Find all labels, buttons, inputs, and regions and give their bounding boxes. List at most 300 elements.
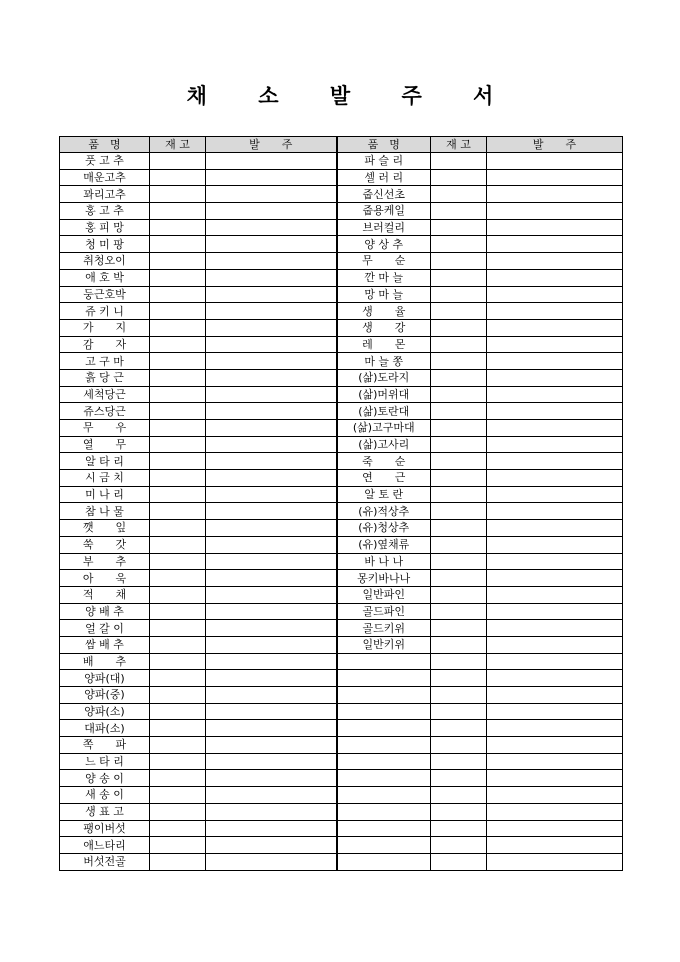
table-row [60, 369, 623, 386]
table-row [60, 753, 623, 770]
order-cell-right[interactable] [487, 687, 623, 704]
stock-cell-left[interactable] [150, 653, 206, 670]
stock-cell-left[interactable] [150, 336, 206, 353]
order-cell-left[interactable] [206, 253, 337, 270]
stock-cell-right[interactable] [431, 570, 487, 587]
table-row [60, 219, 623, 236]
order-cell-left[interactable] [206, 420, 337, 437]
item-name-left: 새 송 이 [60, 787, 150, 804]
stock-cell-left[interactable] [150, 620, 206, 637]
stock-cell-right[interactable] [431, 153, 487, 170]
order-cell-right[interactable] [487, 536, 623, 553]
item-name-right [337, 820, 431, 837]
item-name-right: 브러컬리 [337, 219, 431, 236]
order-cell-left[interactable] [206, 303, 337, 320]
item-name-right: (삶)고사리 [337, 436, 431, 453]
order-cell-right[interactable] [487, 787, 623, 804]
order-cell-right[interactable] [487, 319, 623, 336]
item-name-right [337, 737, 431, 754]
order-cell-left[interactable] [206, 153, 337, 170]
order-cell-right[interactable] [487, 753, 623, 770]
stock-cell-right[interactable] [431, 837, 487, 854]
order-cell-right[interactable] [487, 303, 623, 320]
stock-cell-right[interactable] [431, 403, 487, 420]
item-name-right: 일반키위 [337, 636, 431, 653]
order-cell-left[interactable] [206, 503, 337, 520]
stock-cell-left[interactable] [150, 636, 206, 653]
item-name-left: 생 표 고 [60, 803, 150, 820]
stock-cell-right[interactable] [431, 269, 487, 286]
order-cell-right[interactable] [487, 336, 623, 353]
order-cell-right[interactable] [487, 403, 623, 420]
order-cell-left[interactable] [206, 319, 337, 336]
order-cell-left[interactable] [206, 787, 337, 804]
stock-cell-left[interactable] [150, 470, 206, 487]
order-cell-right[interactable] [487, 837, 623, 854]
stock-cell-right[interactable] [431, 186, 487, 203]
item-name-right: (삶)머위대 [337, 386, 431, 403]
order-cell-left[interactable] [206, 520, 337, 537]
stock-cell-left[interactable] [150, 169, 206, 186]
order-cell-left[interactable] [206, 837, 337, 854]
order-cell-left[interactable] [206, 236, 337, 253]
item-name-right: 셀 러 리 [337, 169, 431, 186]
stock-cell-right[interactable] [431, 787, 487, 804]
item-name-left: 쪽 파 [60, 737, 150, 754]
item-name-left: 세척당근 [60, 386, 150, 403]
order-cell-left[interactable] [206, 186, 337, 203]
item-name-right [337, 703, 431, 720]
item-name-left: 감 자 [60, 336, 150, 353]
order-cell-right[interactable] [487, 820, 623, 837]
item-name-left: 흙 당 근 [60, 369, 150, 386]
item-name-left: 홍 고 추 [60, 203, 150, 220]
stock-cell-left[interactable] [150, 486, 206, 503]
table-row [60, 386, 623, 403]
order-cell-left[interactable] [206, 636, 337, 653]
stock-cell-right[interactable] [431, 553, 487, 570]
table-row [60, 236, 623, 253]
order-cell-left[interactable] [206, 169, 337, 186]
item-name-left: 둥근호박 [60, 286, 150, 303]
item-name-right: 일반파인 [337, 586, 431, 603]
order-cell-left[interactable] [206, 219, 337, 236]
item-name-left: 홍 피 망 [60, 219, 150, 236]
item-name-left: 양 배 추 [60, 603, 150, 620]
order-cell-left[interactable] [206, 369, 337, 386]
stock-cell-right[interactable] [431, 169, 487, 186]
table-row [60, 420, 623, 437]
stock-cell-left[interactable] [150, 586, 206, 603]
stock-cell-left[interactable] [150, 303, 206, 320]
order-cell-left[interactable] [206, 853, 337, 870]
table-row [60, 203, 623, 220]
item-name-left: 아 욱 [60, 570, 150, 587]
stock-cell-right[interactable] [431, 536, 487, 553]
order-cell-right[interactable] [487, 770, 623, 787]
stock-cell-left[interactable] [150, 186, 206, 203]
item-name-left: 버섯전골 [60, 853, 150, 870]
table-row [60, 737, 623, 754]
item-name-right: 골드파인 [337, 603, 431, 620]
order-cell-right[interactable] [487, 586, 623, 603]
table-row [60, 586, 623, 603]
order-cell-right[interactable] [487, 737, 623, 754]
item-name-left: 무 우 [60, 420, 150, 437]
order-cell-left[interactable] [206, 353, 337, 370]
item-name-right [337, 720, 431, 737]
item-name-left: 깻 잎 [60, 520, 150, 537]
stock-cell-left[interactable] [150, 737, 206, 754]
stock-cell-right[interactable] [431, 236, 487, 253]
stock-cell-left[interactable] [150, 703, 206, 720]
item-name-right: 생 강 [337, 319, 431, 336]
item-name-left: 애느타리 [60, 837, 150, 854]
table-row [60, 853, 623, 870]
order-cell-left[interactable] [206, 553, 337, 570]
table-row [60, 253, 623, 270]
stock-cell-right[interactable] [431, 353, 487, 370]
item-name-left: 부 추 [60, 553, 150, 570]
item-name-left: 얼 갈 이 [60, 620, 150, 637]
item-name-left: 쥬스당근 [60, 403, 150, 420]
order-cell-right[interactable] [487, 386, 623, 403]
stock-cell-right[interactable] [431, 369, 487, 386]
stock-cell-left[interactable] [150, 670, 206, 687]
stock-cell-left[interactable] [150, 153, 206, 170]
order-cell-right[interactable] [487, 620, 623, 637]
item-name-left: 양파(대) [60, 670, 150, 687]
stock-cell-right[interactable] [431, 286, 487, 303]
item-name-right: (유)적상추 [337, 503, 431, 520]
order-cell-left[interactable] [206, 803, 337, 820]
item-name-left: 청 미 팡 [60, 236, 150, 253]
order-cell-left[interactable] [206, 603, 337, 620]
item-name-right: (유)청상추 [337, 520, 431, 537]
order-cell-left[interactable] [206, 286, 337, 303]
order-cell-right[interactable] [487, 520, 623, 537]
order-cell-right[interactable] [487, 253, 623, 270]
item-name-right: 바 나 나 [337, 553, 431, 570]
item-name-left: 풋 고 추 [60, 153, 150, 170]
stock-cell-left[interactable] [150, 536, 206, 553]
order-cell-right[interactable] [487, 720, 623, 737]
table-row [60, 703, 623, 720]
order-cell-right[interactable] [487, 203, 623, 220]
stock-cell-left[interactable] [150, 687, 206, 704]
stock-cell-left[interactable] [150, 403, 206, 420]
header-stock-left: 재 고 [150, 137, 206, 153]
item-name-left: 애 호 박 [60, 269, 150, 286]
stock-cell-right[interactable] [431, 636, 487, 653]
table-row [60, 153, 623, 170]
stock-cell-left[interactable] [150, 353, 206, 370]
stock-cell-right[interactable] [431, 319, 487, 336]
table-row [60, 720, 623, 737]
order-cell-left[interactable] [206, 753, 337, 770]
item-name-right [337, 753, 431, 770]
table-row [60, 470, 623, 487]
order-cell-right[interactable] [487, 486, 623, 503]
table-row [60, 169, 623, 186]
item-name-left: 팽이버섯 [60, 820, 150, 837]
stock-cell-right[interactable] [431, 703, 487, 720]
item-name-left: 고 구 마 [60, 353, 150, 370]
stock-cell-right[interactable] [431, 420, 487, 437]
item-name-right: (삶)고구마대 [337, 420, 431, 437]
table-row [60, 503, 623, 520]
table-row [60, 353, 623, 370]
order-cell-right[interactable] [487, 470, 623, 487]
header-item-name-right: 품 명 [337, 137, 431, 153]
item-name-right: 골드키위 [337, 620, 431, 637]
stock-cell-right[interactable] [431, 486, 487, 503]
item-name-left: 쑥 갓 [60, 536, 150, 553]
item-name-left: 양 송 이 [60, 770, 150, 787]
stock-cell-right[interactable] [431, 586, 487, 603]
stock-cell-right[interactable] [431, 453, 487, 470]
stock-cell-right[interactable] [431, 219, 487, 236]
stock-cell-right[interactable] [431, 653, 487, 670]
order-cell-right[interactable] [487, 636, 623, 653]
table-row [60, 286, 623, 303]
item-name-left: 배 추 [60, 653, 150, 670]
order-cell-left[interactable] [206, 269, 337, 286]
table-row [60, 486, 623, 503]
order-cell-left[interactable] [206, 203, 337, 220]
order-cell-right[interactable] [487, 453, 623, 470]
item-name-right: 레 몬 [337, 336, 431, 353]
table-row [60, 536, 623, 553]
order-cell-left[interactable] [206, 486, 337, 503]
stock-cell-right[interactable] [431, 336, 487, 353]
item-name-right [337, 853, 431, 870]
order-cell-left[interactable] [206, 436, 337, 453]
item-name-right [337, 687, 431, 704]
table-row [60, 453, 623, 470]
stock-cell-left[interactable] [150, 570, 206, 587]
stock-cell-right[interactable] [431, 770, 487, 787]
item-name-right: 연 근 [337, 470, 431, 487]
item-name-left: 양파(소) [60, 703, 150, 720]
table-row [60, 570, 623, 587]
stock-cell-right[interactable] [431, 603, 487, 620]
stock-cell-left[interactable] [150, 503, 206, 520]
order-cell-left[interactable] [206, 737, 337, 754]
item-name-left: 가 지 [60, 319, 150, 336]
order-cell-left[interactable] [206, 403, 337, 420]
order-cell-left[interactable] [206, 720, 337, 737]
order-cell-right[interactable] [487, 570, 623, 587]
stock-cell-left[interactable] [150, 369, 206, 386]
table-row [60, 636, 623, 653]
table-row [60, 553, 623, 570]
order-table [59, 136, 623, 871]
stock-cell-left[interactable] [150, 219, 206, 236]
item-name-right: (유)옆채류 [337, 536, 431, 553]
item-name-right: 양 상 추 [337, 236, 431, 253]
header-item-name-left: 품 명 [60, 137, 150, 153]
order-cell-left[interactable] [206, 386, 337, 403]
order-cell-left[interactable] [206, 687, 337, 704]
stock-cell-right[interactable] [431, 303, 487, 320]
table-row [60, 620, 623, 637]
item-name-right: (삶)토란대 [337, 403, 431, 420]
table-row [60, 603, 623, 620]
item-name-right: 몽키바나나 [337, 570, 431, 587]
item-name-left: 쥬 키 니 [60, 303, 150, 320]
order-cell-right[interactable] [487, 169, 623, 186]
order-cell-right[interactable] [487, 653, 623, 670]
item-name-right [337, 770, 431, 787]
order-cell-right[interactable] [487, 703, 623, 720]
table-row [60, 687, 623, 704]
table-row [60, 186, 623, 203]
stock-cell-left[interactable] [150, 603, 206, 620]
stock-cell-right[interactable] [431, 853, 487, 870]
item-name-right [337, 803, 431, 820]
stock-cell-left[interactable] [150, 787, 206, 804]
header-row [60, 137, 623, 153]
order-cell-right[interactable] [487, 269, 623, 286]
stock-cell-right[interactable] [431, 386, 487, 403]
stock-cell-left[interactable] [150, 453, 206, 470]
stock-cell-right[interactable] [431, 687, 487, 704]
order-cell-left[interactable] [206, 336, 337, 353]
stock-cell-left[interactable] [150, 319, 206, 336]
order-cell-right[interactable] [487, 420, 623, 437]
stock-cell-right[interactable] [431, 503, 487, 520]
order-cell-right[interactable] [487, 803, 623, 820]
item-name-left: 미 나 리 [60, 486, 150, 503]
stock-cell-left[interactable] [150, 720, 206, 737]
stock-cell-right[interactable] [431, 720, 487, 737]
item-name-left: 참 나 물 [60, 503, 150, 520]
item-name-right: 무 순 [337, 253, 431, 270]
order-table-body [60, 153, 623, 871]
item-name-right: 깐 마 늘 [337, 269, 431, 286]
stock-cell-left[interactable] [150, 770, 206, 787]
order-cell-left[interactable] [206, 470, 337, 487]
order-cell-left[interactable] [206, 570, 337, 587]
order-cell-right[interactable] [487, 186, 623, 203]
order-cell-right[interactable] [487, 219, 623, 236]
item-name-right: 줍용케일 [337, 203, 431, 220]
header-order-left: 발 주 [206, 137, 337, 153]
item-name-left: 대파(소) [60, 720, 150, 737]
item-name-right: 알 토 란 [337, 486, 431, 503]
stock-cell-right[interactable] [431, 803, 487, 820]
item-name-left: 열 무 [60, 436, 150, 453]
order-cell-left[interactable] [206, 653, 337, 670]
order-cell-right[interactable] [487, 603, 623, 620]
stock-cell-right[interactable] [431, 753, 487, 770]
item-name-right: 망 마 늘 [337, 286, 431, 303]
order-cell-left[interactable] [206, 586, 337, 603]
page-title: 채 소 발 주 서 [186, 83, 516, 108]
item-name-left: 꽈리고추 [60, 186, 150, 203]
stock-cell-right[interactable] [431, 470, 487, 487]
item-name-right: 죽 순 [337, 453, 431, 470]
stock-cell-right[interactable] [431, 436, 487, 453]
stock-cell-left[interactable] [150, 837, 206, 854]
stock-cell-left[interactable] [150, 436, 206, 453]
order-cell-right[interactable] [487, 153, 623, 170]
item-name-right [337, 653, 431, 670]
table-row [60, 653, 623, 670]
stock-cell-left[interactable] [150, 236, 206, 253]
item-name-left: 적 채 [60, 586, 150, 603]
item-name-right: (삶)도라지 [337, 369, 431, 386]
header-stock-right: 재 고 [431, 137, 487, 153]
table-row [60, 770, 623, 787]
stock-cell-left[interactable] [150, 420, 206, 437]
stock-cell-left[interactable] [150, 753, 206, 770]
table-row [60, 436, 623, 453]
item-name-left: 매운고추 [60, 169, 150, 186]
stock-cell-left[interactable] [150, 253, 206, 270]
stock-cell-left[interactable] [150, 820, 206, 837]
item-name-left: 취청오이 [60, 253, 150, 270]
order-cell-right[interactable] [487, 353, 623, 370]
stock-cell-right[interactable] [431, 820, 487, 837]
item-name-left: 시 금 치 [60, 470, 150, 487]
stock-cell-left[interactable] [150, 386, 206, 403]
stock-cell-right[interactable] [431, 620, 487, 637]
stock-cell-left[interactable] [150, 203, 206, 220]
stock-cell-left[interactable] [150, 853, 206, 870]
order-cell-left[interactable] [206, 820, 337, 837]
order-cell-left[interactable] [206, 703, 337, 720]
order-cell-left[interactable] [206, 620, 337, 637]
table-row [60, 269, 623, 286]
order-cell-left[interactable] [206, 536, 337, 553]
table-row [60, 520, 623, 537]
stock-cell-right[interactable] [431, 203, 487, 220]
stock-cell-right[interactable] [431, 520, 487, 537]
order-cell-left[interactable] [206, 453, 337, 470]
order-cell-right[interactable] [487, 236, 623, 253]
table-row [60, 336, 623, 353]
item-name-right: 생 율 [337, 303, 431, 320]
stock-cell-left[interactable] [150, 269, 206, 286]
item-name-right [337, 787, 431, 804]
stock-cell-right[interactable] [431, 737, 487, 754]
order-cell-right[interactable] [487, 670, 623, 687]
stock-cell-left[interactable] [150, 520, 206, 537]
stock-cell-right[interactable] [431, 253, 487, 270]
table-row [60, 820, 623, 837]
item-name-right [337, 670, 431, 687]
order-cell-right[interactable] [487, 853, 623, 870]
order-cell-right[interactable] [487, 503, 623, 520]
order-cell-left[interactable] [206, 770, 337, 787]
stock-cell-left[interactable] [150, 286, 206, 303]
order-cell-right[interactable] [487, 369, 623, 386]
stock-cell-left[interactable] [150, 803, 206, 820]
table-row [60, 303, 623, 320]
order-cell-left[interactable] [206, 670, 337, 687]
stock-cell-right[interactable] [431, 670, 487, 687]
order-cell-right[interactable] [487, 286, 623, 303]
order-cell-right[interactable] [487, 553, 623, 570]
table-row [60, 803, 623, 820]
item-name-left: 알 타 리 [60, 453, 150, 470]
table-row [60, 837, 623, 854]
order-cell-right[interactable] [487, 436, 623, 453]
stock-cell-left[interactable] [150, 553, 206, 570]
table-row [60, 319, 623, 336]
